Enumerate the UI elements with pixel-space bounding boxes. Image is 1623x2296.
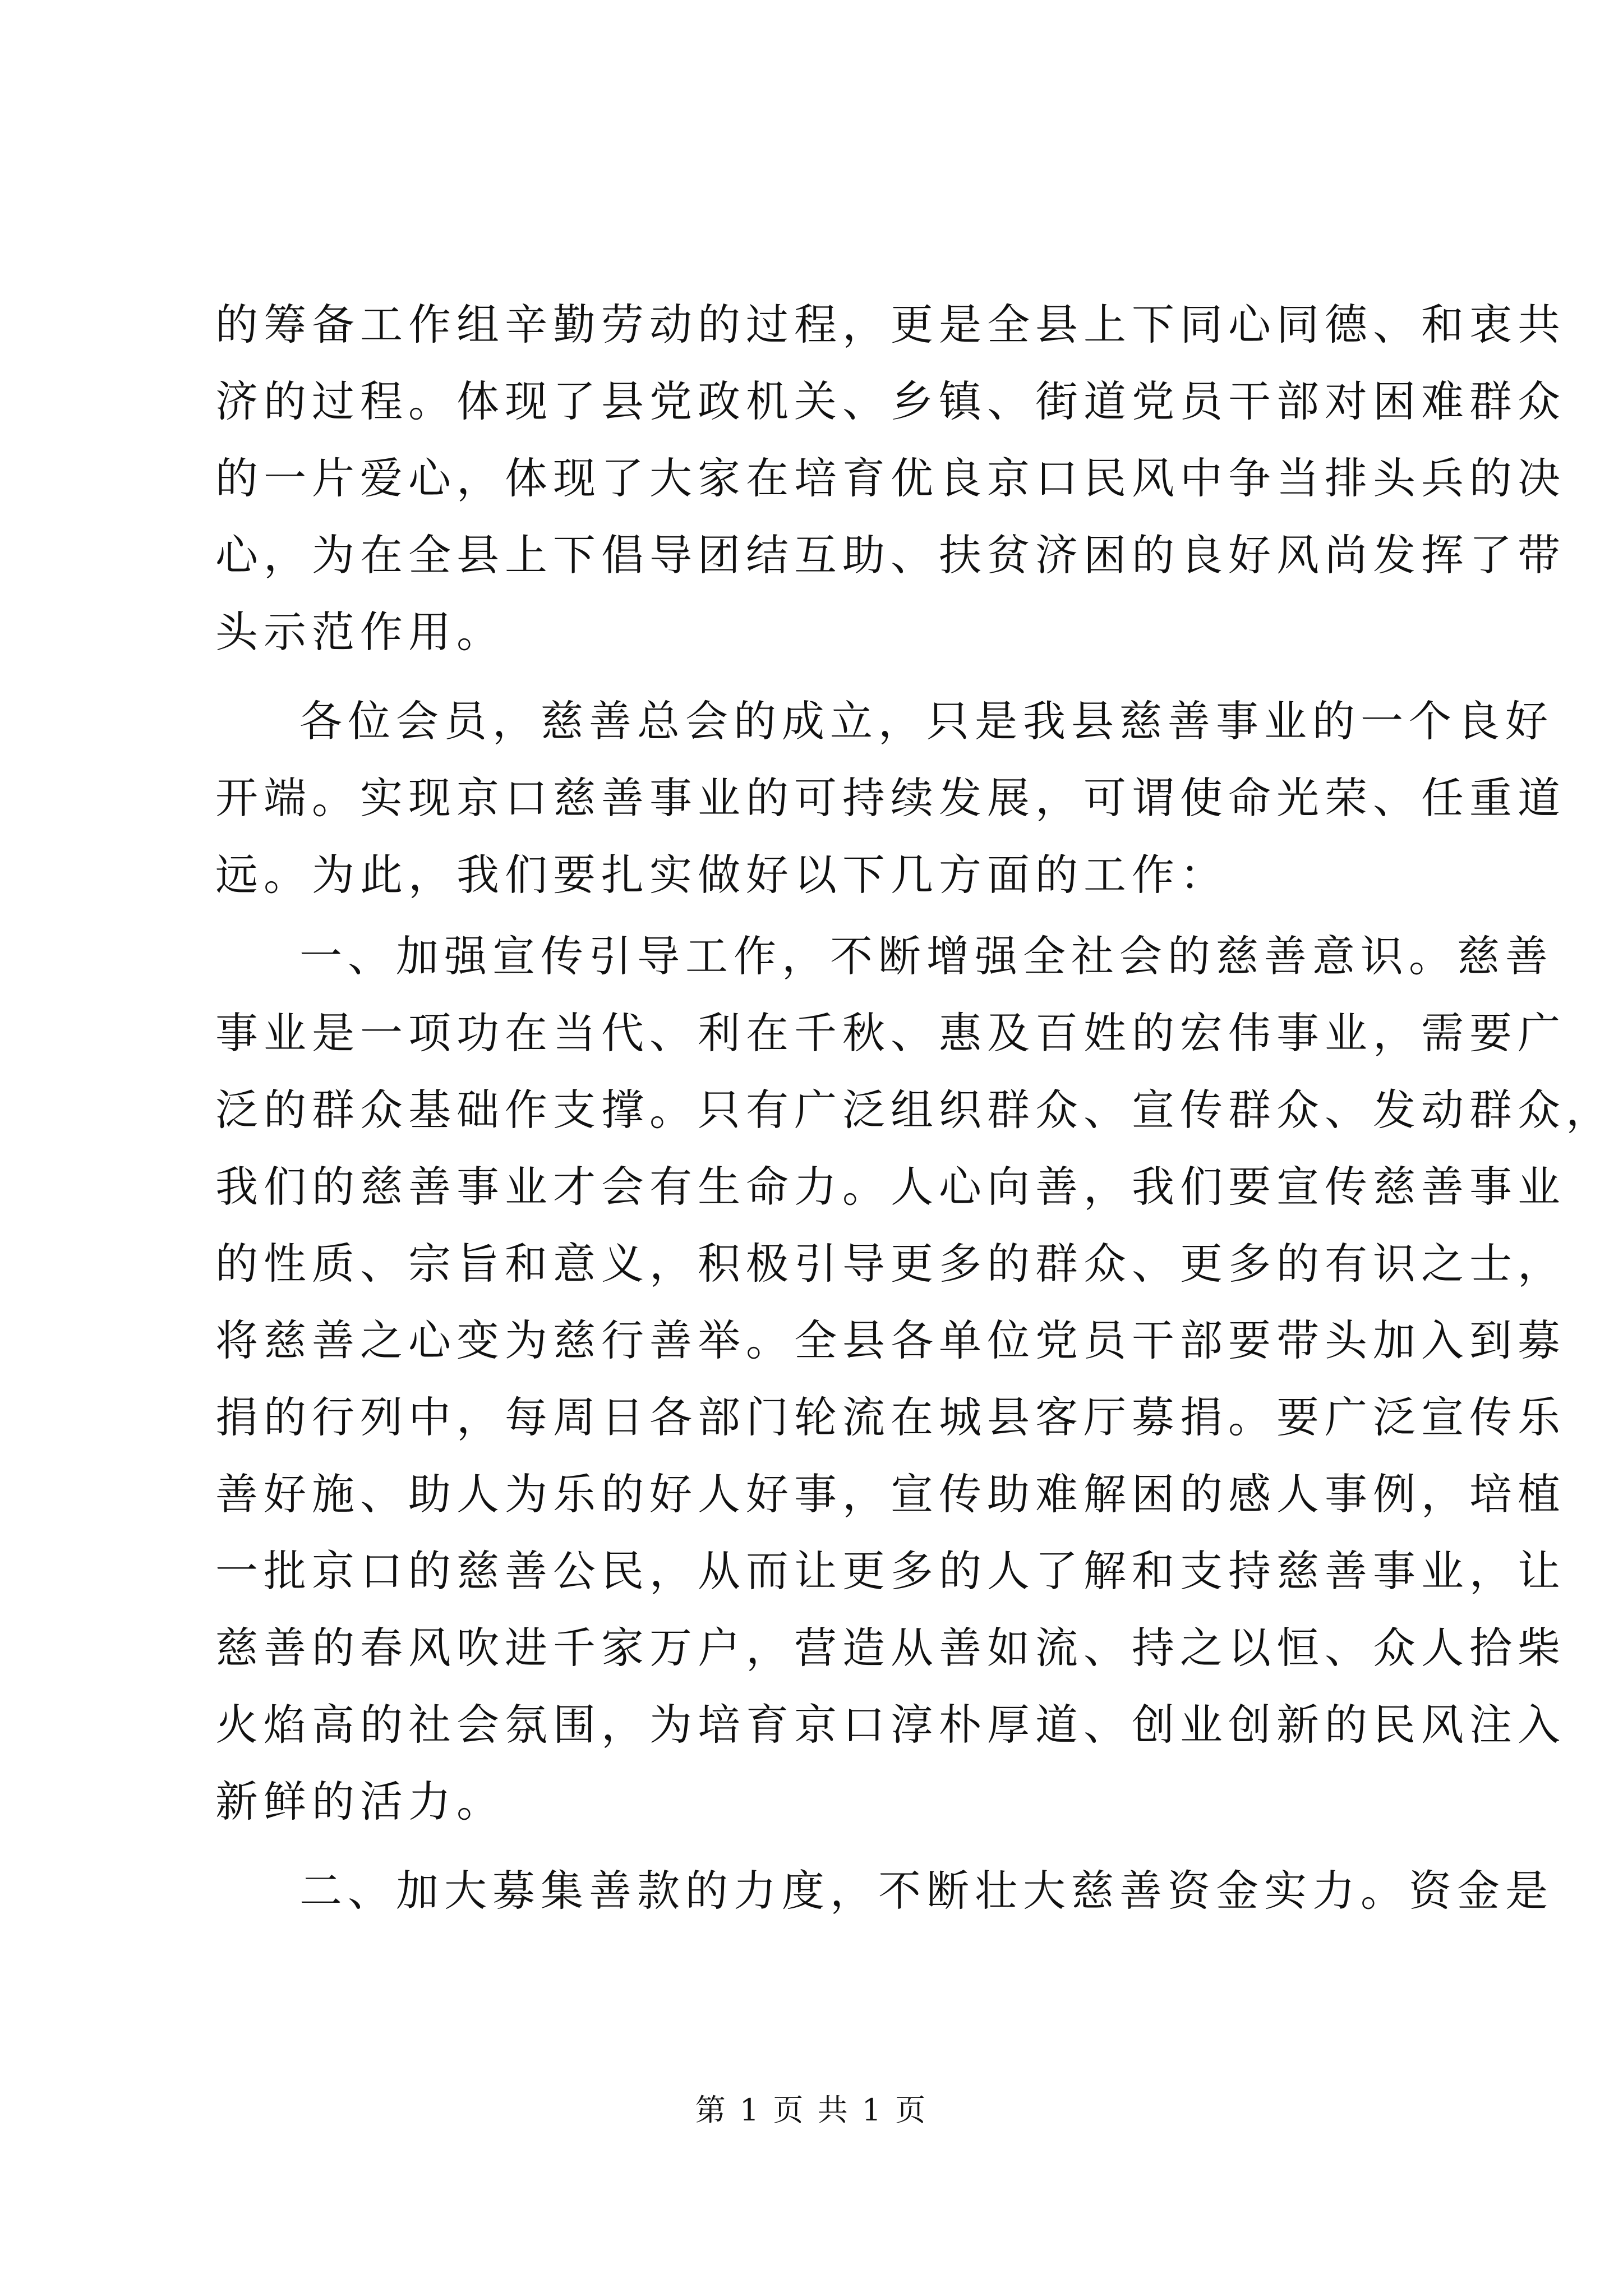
page-number-label: 第 1 页 共 1 页 <box>695 2092 928 2128</box>
text-line: 火焰高的社会氛围，为培育京口淳朴厚道、创业创新的民风注入 <box>215 1700 1566 1750</box>
text-line: 一、加强宣传引导工作，不断增强全社会的慈善意识。慈善 <box>299 931 1553 981</box>
text-line: 头示范作用。 <box>215 607 505 657</box>
text-line: 慈善的春风吹进千家万户，营造从善如流、持之以恒、众人拾柴 <box>215 1623 1566 1673</box>
text-line: 的一片爱心，体现了大家在培育优良京口民风中争当排头兵的决 <box>215 453 1566 503</box>
text-line: 新鲜的活力。 <box>215 1777 505 1826</box>
text-line: 捐的行列中，每周日各部门轮流在城县客厅募捐。要广泛宣传乐 <box>215 1392 1566 1442</box>
text-line: 远。为此，我们要扎实做好以下几方面的工作： <box>215 850 1228 900</box>
text-line: 将慈善之心变为慈行善举。全县各单位党员干部要带头加入到募 <box>215 1315 1566 1365</box>
text-line: 的筹备工作组辛勤劳动的过程，更是全县上下同心同德、和衷共 <box>215 300 1566 349</box>
page-footer <box>0 2088 1623 2133</box>
text-line: 二、加大募集善款的力度，不断壮大慈善资金实力。资金是 <box>299 1866 1553 1916</box>
text-line: 的性质、宗旨和意义，积极引导更多的群众、更多的有识之士， <box>215 1239 1566 1289</box>
text-line: 济的过程。体现了县党政机关、乡镇、街道党员干部对困难群众 <box>215 376 1566 426</box>
text-line: 善好施、助人为乐的好人好事，宣传助难解困的感人事例，培植 <box>215 1469 1566 1519</box>
text-line: 我们的慈善事业才会有生命力。人心向善，我们要宣传慈善事业 <box>215 1162 1566 1212</box>
text-line: 一批京口的慈善公民，从而让更多的人了解和支持慈善事业，让 <box>215 1546 1566 1596</box>
text-line: 事业是一项功在当代、利在千秋、惠及百姓的宏伟事业，需要广 <box>215 1008 1566 1058</box>
document-body <box>215 286 1614 1929</box>
text-line: 心，为在全县上下倡导团结互助、扶贫济困的良好风尚发挥了带 <box>215 530 1566 580</box>
text-line: 泛的群众基础作支撑。只有广泛组织群众、宣传群众、发动群众， <box>215 1085 1614 1135</box>
text-line: 各位会员，慈善总会的成立，只是我县慈善事业的一个良好 <box>299 696 1553 746</box>
text-line: 开端。实现京口慈善事业的可持续发展，可谓使命光荣、任重道 <box>215 773 1566 823</box>
